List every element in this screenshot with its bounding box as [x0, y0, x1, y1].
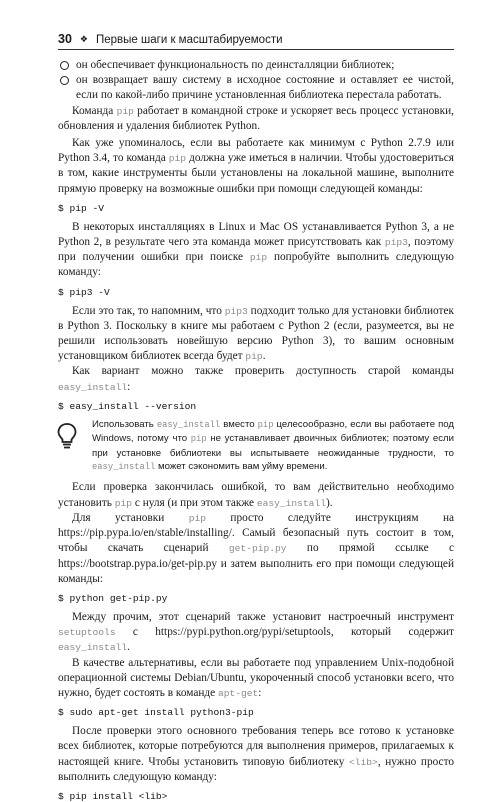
diamond-icon: ❖	[79, 34, 88, 44]
code-block: $ easy_install --version	[58, 400, 197, 412]
setuptools-link[interactable]: https://pypi.python.org/pypi/setuptools	[155, 626, 331, 639]
tip-note: Использовать easy_install вместо pip целесообразно, если вы работаете под Windows, потому что pip не устанавливает двоичных библиотек; поэтому если при установке библиотеки вы испытываете неожиданные трудности, то easy_install может сэкономить вам уйму времени.	[58, 418, 454, 475]
list-item: он возвращает вашу систему в исходное состояние и оставляет ее чистой, если по какой-либо причине установленная библиотека перестала работать.	[58, 73, 454, 103]
paragraph: Если это так, то напомним, что pip3 подходит только для установки библиотек в Python 3. Поскольку в книге мы работаем с Python 2 (если, разумеется, вы не решили использовать новейшую версию Python 3), то вашим основным установщиком библиотек всегда будет pip.	[58, 304, 454, 363]
paragraph: Как вариант можно также проверить доступность старой команды easy_install:	[58, 365, 454, 393]
code-block: $ pip3 -V	[58, 286, 110, 298]
paragraph: Между прочим, этот сценарий также установит настроечный инструмент setuptools с https://pypi.python.org/pypi/setuptools, который содержит easy_install.	[58, 610, 454, 654]
code-block: $ pip -V	[58, 202, 105, 214]
list-item: он обеспечивает функциональность по деинсталляции библиотек;	[58, 58, 454, 73]
paragraph: Как уже упоминалось, если вы работаете как минимум с Python 2.7.9 или Python 3.4, то команда pip должна уже иметься в наличии. Чтобы удостовериться в том, какие инструменты были установлены на локальной машине, выполните прямую проверку на возможные ошибки при помощи следующей команды:	[58, 137, 454, 195]
chapter-title: Первые шаги к масштабируемости	[95, 34, 283, 46]
installing-link[interactable]: https://pip.pypa.io/en/stable/installing/	[58, 527, 232, 540]
paragraph: В некоторых инсталляциях в Linux и Mac OS устанавливается Python 3, а не Python 2, в результате чего эта команда может присутствовать как pip3, поэтому при получении ошибки при поиске pip попробуйте выполнить следующую команду:	[58, 220, 454, 279]
bullet-circle-icon	[60, 76, 69, 85]
paragraph: Команда pip работает в командной строке и ускоряет весь процесс установки, обновления и удаления библиотек Python.	[58, 104, 455, 132]
paragraph: После проверки этого основного требования теперь все готово к установке всех библиотек, которые потребуются для выполнения примеров, прилагаемых к настоящей книге. Чтобы установить типовую библиотеку <lib>, нужно просто выполнить следующую команду:	[58, 725, 455, 783]
code-block: $ sudo apt-get install python3-pip	[58, 707, 254, 719]
get-pip-link[interactable]: https://bootstrap.pypa.io/get-pip.py	[58, 557, 218, 570]
paragraph: Если проверка закончилась ошибкой, то вам действительно необходимо установить pip с нуля (и при этом также easy_install).	[58, 481, 454, 509]
page-number: 30	[58, 32, 72, 46]
running-header	[58, 28, 454, 50]
lightbulb-icon	[56, 422, 78, 450]
paragraph: Для установки pip просто следуйте инструкциям на https://pip.pypa.io/en/stable/installing/. Самый безопасный путь состоит в том, чтобы скачать сценарий get-pip.py по прямой ссылке с https://bootstrap.pypa.io/get-pip.py и затем выполнить его при помощи следующей команды:	[58, 511, 455, 585]
code-block: $ python get-pip.py	[58, 592, 168, 604]
bullet-circle-icon	[60, 61, 69, 70]
code-block: $ pip install <lib>	[58, 790, 168, 802]
paragraph: В качестве альтернативы, если вы работаете под управлением Unix-подобной операционной системы Debian/Ubuntu, укороченный способ установки всего, что нужно, будет состоять в команде apt-get:	[58, 656, 454, 699]
